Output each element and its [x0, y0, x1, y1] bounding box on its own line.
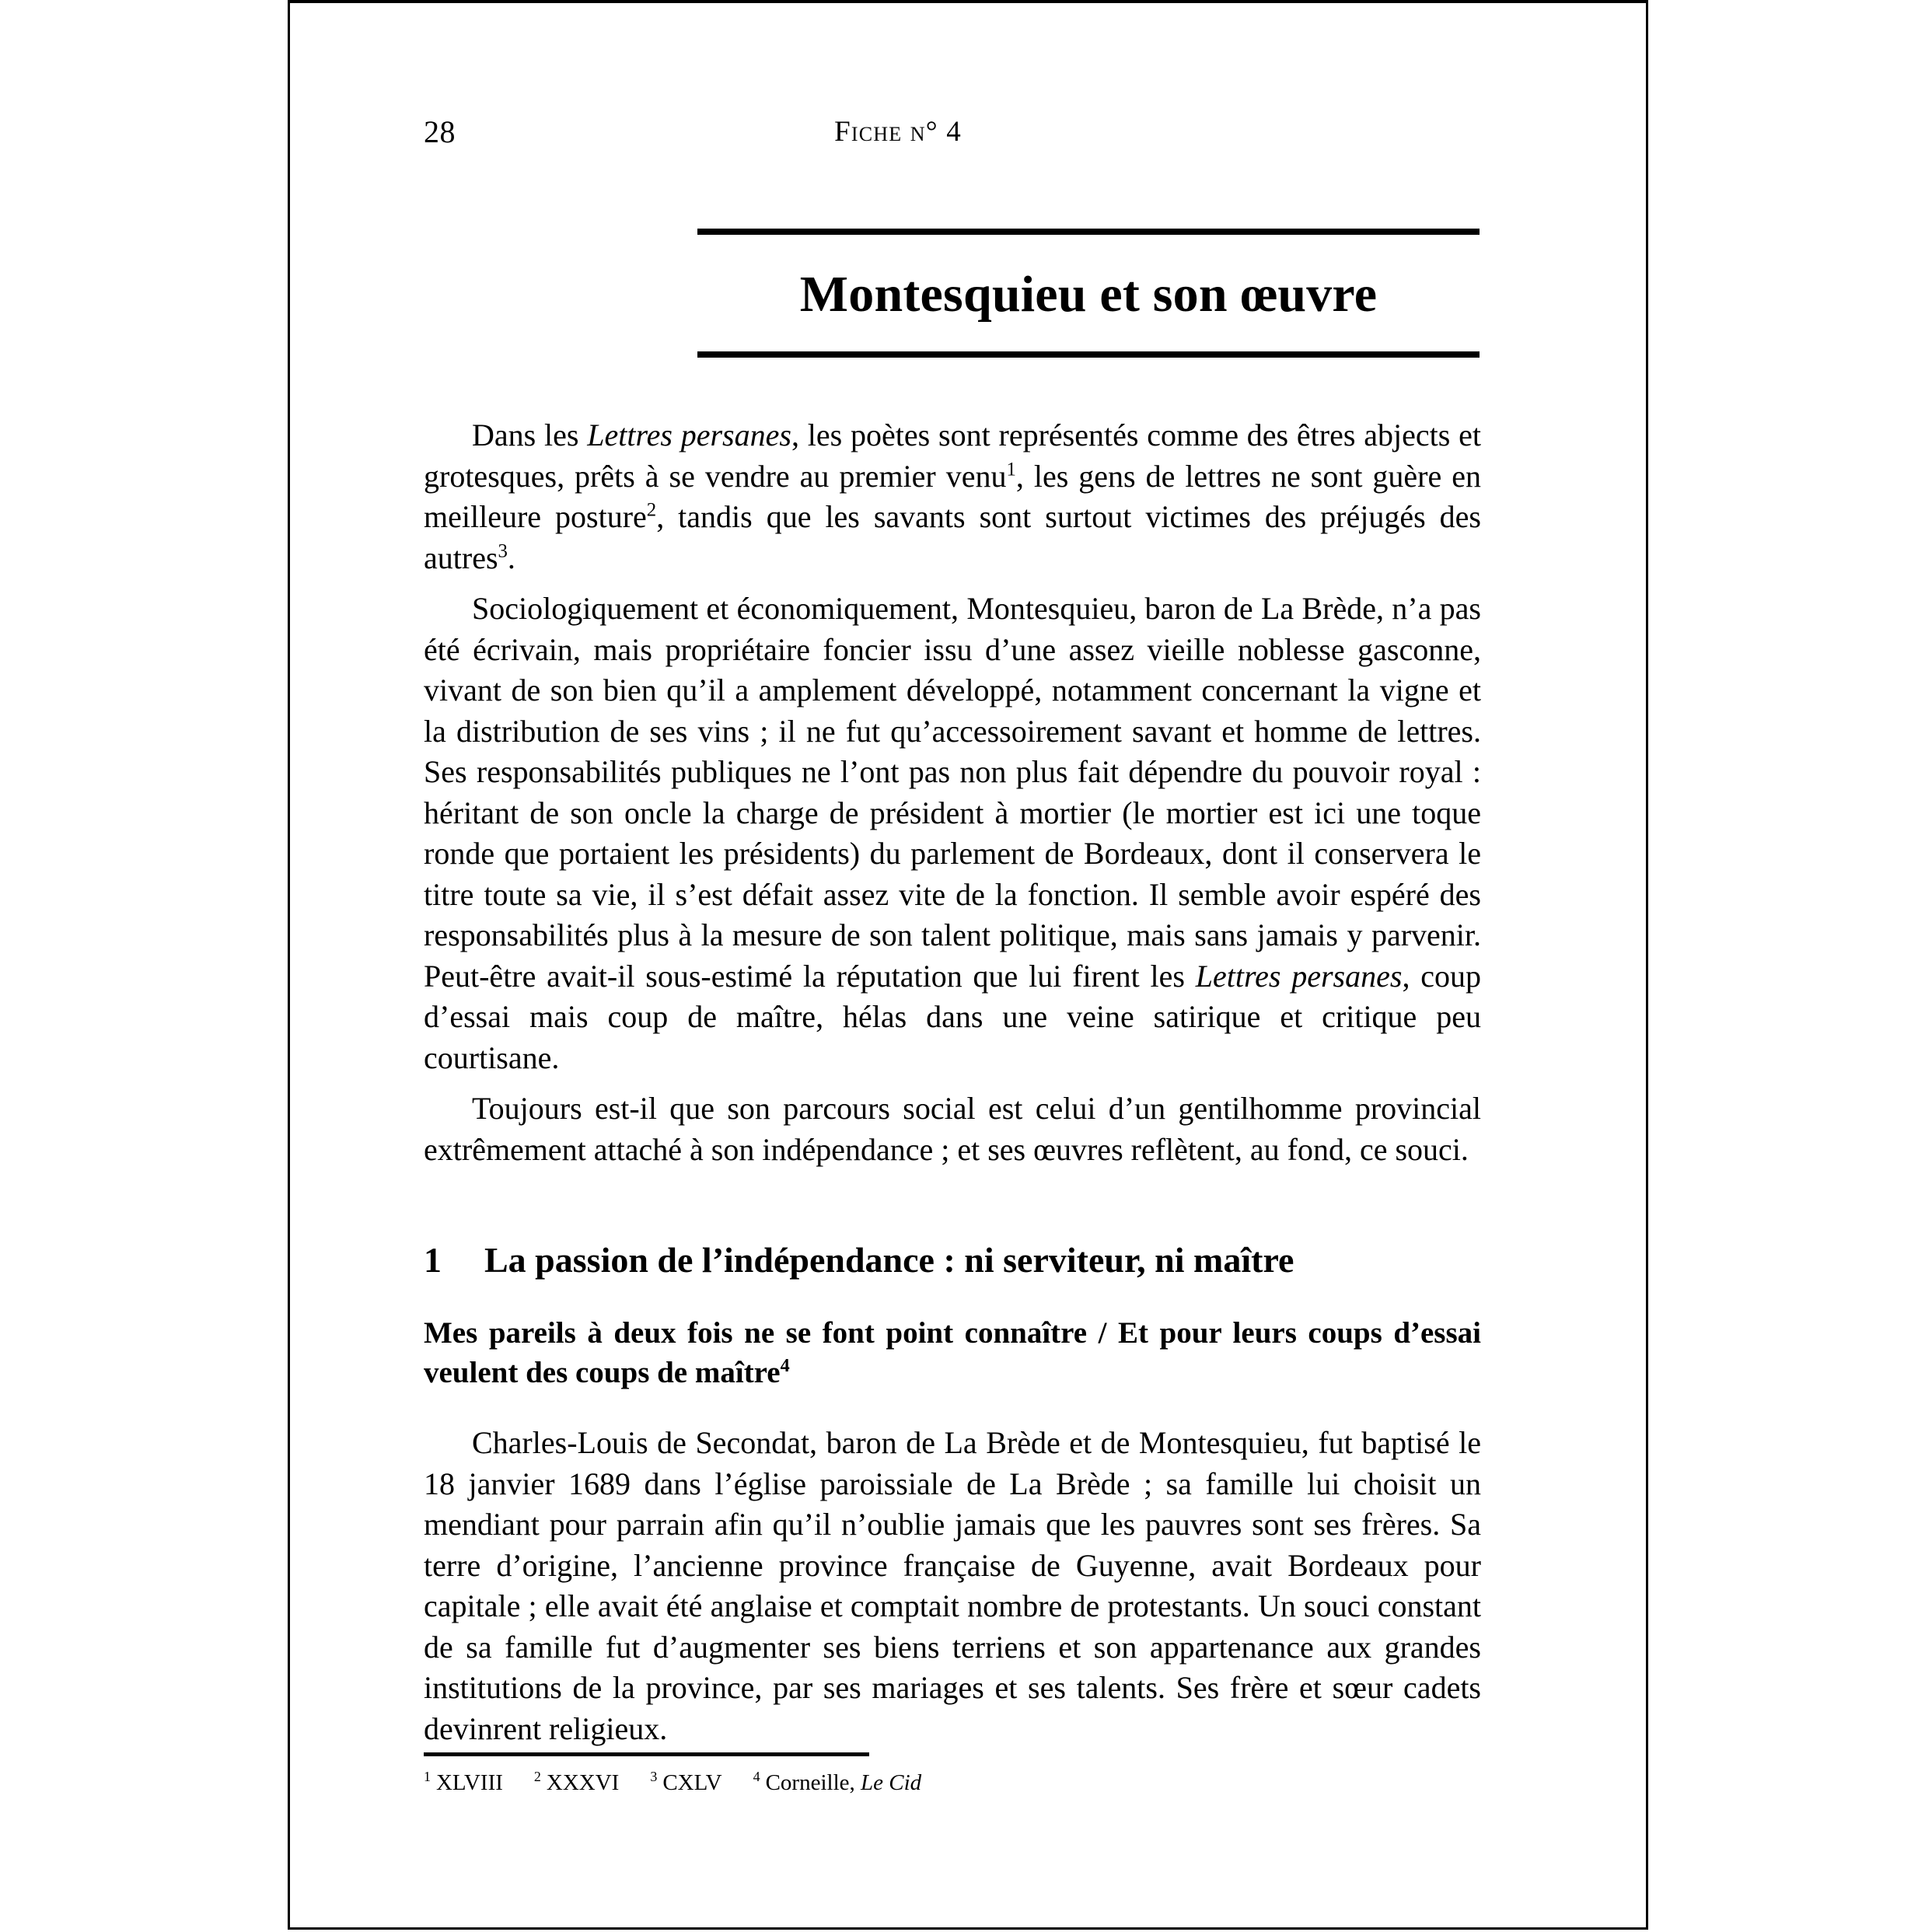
epigraph-quote: Mes pareils à deux fois ne se font point connaître / Et pour leurs coups d’essai veulent des coups de maître$^4$	[424, 1316, 1481, 1389]
running-head	[424, 112, 1481, 152]
footnote-list	[424, 1767, 1481, 1798]
section-number: 1	[424, 1240, 442, 1280]
page-sheet	[288, 0, 1648, 1930]
display-title-block	[697, 229, 1480, 358]
footnote-marker: 3	[650, 1769, 658, 1785]
footnote-marker: 1	[424, 1769, 431, 1785]
paragraph: Charles-Louis de Secondat, baron de La Brède et de Montesquieu, fut baptisé le 18 janvier 1689 dans l’église paroissiale de La Brède ; sa famille lui choisit un mendiant pour parrain afin qu’il n’oublie jamais que les pauvres sont ses frères. Sa terre d’origine, l’ancienne province française de Guyenne, avait Bordeaux pour capitale ; elle avait été anglaise et comptait nombre de protestants. Un souci constant de sa famille fut d’augmenter ses biens terriens et son appartenance aux grandes institutions de la province, par ses mariages et ses talents. Ses frère et sœur cadets devinrent religieux.	[424, 1425, 1481, 1746]
paragraph: Toujours est-il que son parcours social est celui d’un gentilhomme provincial extrêmement attaché à son indépendance ; et ses œuvres reflètent, au fond, ce souci.	[424, 1091, 1481, 1167]
footnote-item: $^4$ Corneille, Le Cid	[753, 1769, 922, 1795]
footnote-item: $^2$ XXXVI	[533, 1769, 620, 1795]
footnote-item: $^3$ CXLV	[650, 1769, 722, 1795]
section-title: La passion de l’indépendance : ni serviteur, ni maître	[484, 1240, 1294, 1280]
body-text	[424, 415, 1481, 1749]
footnote-separator-rule	[424, 1752, 869, 1756]
footnote-marker: 4	[753, 1769, 760, 1785]
footnote-area	[424, 1752, 1481, 1798]
page-title: Montesquieu et son œuvre	[799, 266, 1378, 323]
title-rule-top	[697, 229, 1480, 235]
paragraph: Sociologiquement et économiquement, Montesquieu, baron de La Brède, n’a pas été écrivain, mais propriétaire foncier issu d’une assez vieille noblesse gasconne, vivant de son bien qu’il a amplement développé, notamment concernant la vigne et la distribution de ses vins ; il ne fut qu’accessoirement savant et homme de lettres. Ses responsabilités publiques ne l’ont pas non plus fait dépendre du pouvoir royal : héritant de son oncle la charge de président à mortier (le mortier est ici une toque ronde que portaient les présidents) du parlement de Bordeaux, dont il conservera le titre toute sa vie, il s’est défait assez vite de la fonction. Il semble avoir espéré des responsabilités plus à la mesure de son talent politique, mais sans jamais y parvenir. Peut-être avait-il sous-estimé la réputation que lui firent les Lettres persanes, coup d’essai mais coup de maître, hélas dans une veine satirique et critique peu courtisane.	[424, 591, 1481, 1075]
footnote-marker: 2	[533, 1769, 541, 1785]
paragraph: Dans les Lettres persanes, les poètes sont représentés comme des êtres abjects et grotesques, prêts à se vendre au premier venu$^1$, les gens de lettres ne sont guère en meilleure posture$^2$, tandis que les savants sont surtout victimes des préjugés des autres$^3$.	[424, 417, 1481, 575]
footnote-item: $^1$ XLVIII	[424, 1769, 503, 1795]
page-number: 28	[424, 114, 456, 149]
section-heading	[424, 1239, 1481, 1282]
page-content-area	[424, 3, 1481, 1927]
title-rule-bottom	[697, 351, 1480, 358]
running-head-title: Fiche n° 4	[834, 116, 962, 148]
